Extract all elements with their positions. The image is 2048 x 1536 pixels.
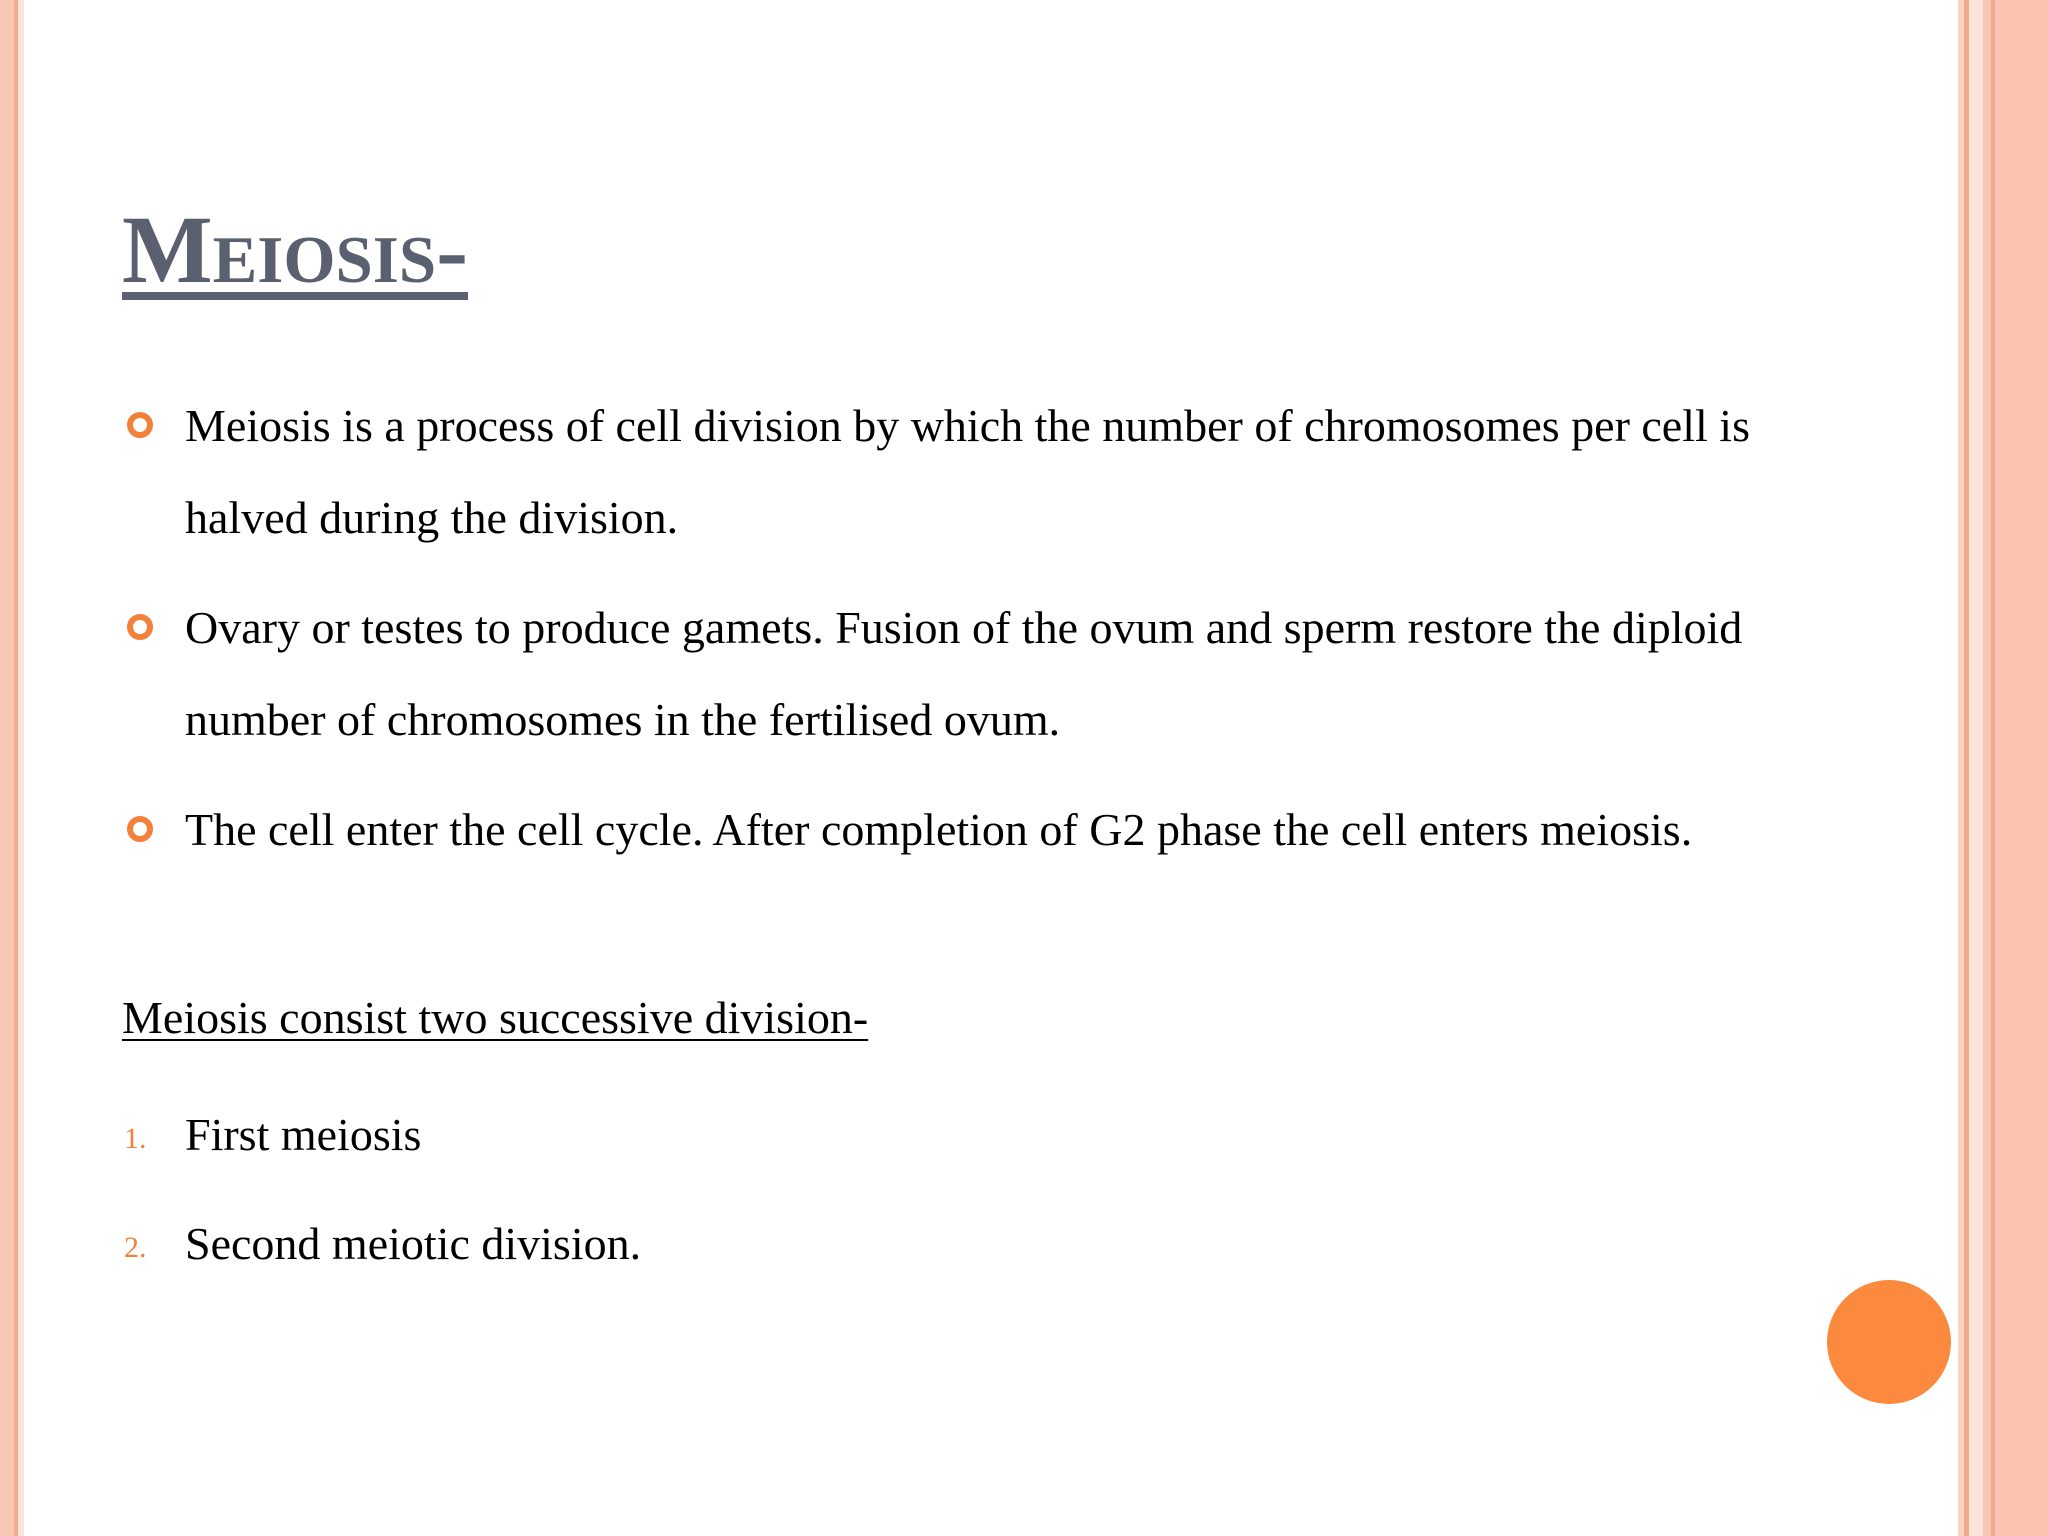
right-border-stripe xyxy=(1969,0,1983,1536)
bullet-list xyxy=(122,380,1762,894)
left-border-stripe xyxy=(0,0,14,1536)
bullet-text: Ovary or testes to produce gamets. Fusion of the ovum and sperm restore the diploid number of chromosomes in the fertilised ovum. xyxy=(185,602,1743,745)
left-border-stripe xyxy=(18,0,24,1536)
ring-bullet-icon xyxy=(127,412,153,438)
bullet-item xyxy=(122,784,1762,876)
numbered-item xyxy=(122,1100,641,1170)
bullet-text: The cell enter the cell cycle. After completion of G2 phase the cell enters meiosis. xyxy=(185,804,1693,855)
bullet-text: Meiosis is a process of cell division by which the number of chromosomes per cell is halved during the division. xyxy=(185,400,1750,543)
bullet-item xyxy=(122,582,1762,766)
section-subheading: Meiosis consist two successive division- xyxy=(122,992,869,1043)
slide-title: Meiosis- xyxy=(122,196,469,303)
numbered-list xyxy=(122,1100,641,1318)
numbered-item-text: First meiosis xyxy=(185,1109,422,1160)
numbered-item-text: Second meiotic division. xyxy=(185,1218,642,1269)
right-border-stripe xyxy=(1983,0,1991,1536)
list-number: 2. xyxy=(124,1231,147,1264)
bullet-item xyxy=(122,380,1762,564)
list-number: 1. xyxy=(124,1122,147,1155)
right-border-stripe xyxy=(1995,0,2048,1536)
ring-bullet-icon xyxy=(127,816,153,842)
numbered-item xyxy=(122,1209,641,1279)
decorative-orange-circle xyxy=(1827,1280,1951,1404)
ring-bullet-icon xyxy=(127,614,153,640)
